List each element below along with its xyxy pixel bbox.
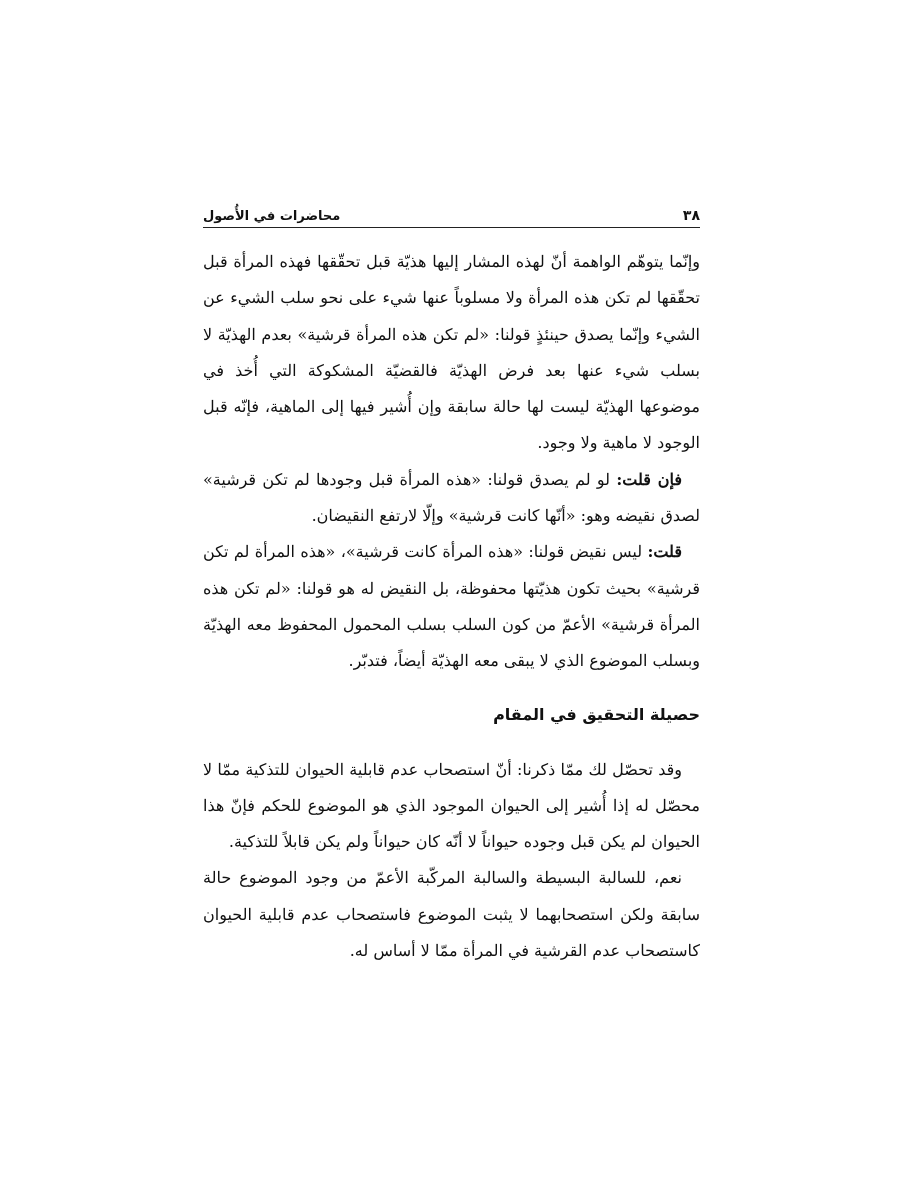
paragraph-text: وإنّما يتوهّم الواهمة أنّ لهذه المشار إليها هذيّة قبل تحقّقها فهذه المرأة قبل تحقّقها لم تكن هذه المرأة ولا مسلوباً عنها شيء على نحو سلب الشيء عن الشيء وإنّما يصدق حينئذٍ قولنا: «لم تكن هذه المرأة قرشية» بعدم الهذيّة لا بسلب شيء عنها بعد فرض الهذيّة فالقضيّة المشكوكة التي أُخذ في موضوعها الهذيّة ليست لها حالة سابقة وإن أُشير فيها إلى الماهية، فإنّه قبل الوجود لا ماهية ولا وجود. <box>203 252 700 453</box>
body-text <box>203 244 700 969</box>
paragraph-lead: قلت: <box>647 542 682 562</box>
paragraph <box>203 534 700 679</box>
section-heading: حصيلة التحقيق في المقام <box>493 704 700 724</box>
paragraph: وقد تحصّل لك ممّا ذكرنا: أنّ استصحاب عدم قابلية الحيوان للتذكية ممّا لا محصّل له إذا أُشير إلى الحيوان الموجود الذي هو الموضوع للحكم فإنّ هذا الحيوان لم يكن قبل وجوده حيواناً لا أنّه كان حيواناً ولم يكن قابلاً للتذكية. <box>203 759 700 852</box>
book-page <box>203 198 700 969</box>
page-number: ٣٨ <box>682 208 700 224</box>
paragraph-text: ليس نقيض قولنا: «هذه المرأة كانت قرشية»، «هذه المرأة لم تكن قرشية» بحيث تكون هذيّتها محفوظة، بل النقيض له هو قولنا: «لم تكن هذه المرأة قرشية» الأعمّ من كون السلب بسلب المحمول المحفوظ معه الهذيّة وبسلب الموضوع الذي لا يبقى معه الهذيّة أيضاً، فتدبّر. <box>203 542 700 671</box>
paragraph <box>203 244 700 462</box>
paragraph: نعم، للسالبة البسيطة والسالبة المركّبة الأعمّ من وجود الموضوع حالة سابقة ولكن استصحابهما لا يثبت الموضوع فاستصحاب عدم قابلية الحيوان كاستصحاب عدم القرشية في المرأة ممّا لا أساس له. <box>203 868 700 961</box>
paragraph-text: لو لم يصدق قولنا: «هذه المرأة قبل وجودها لم تكن قرشية» لصدق نقيضه وهو: «أنّها كانت قرشية» وإلّا لارتفع النقيضان. <box>203 469 700 526</box>
running-header <box>203 198 700 228</box>
paragraph-lead: فإن قلت: <box>616 469 682 489</box>
book-title: محاضرات في الأُصول <box>203 209 341 224</box>
paragraph <box>203 462 700 535</box>
